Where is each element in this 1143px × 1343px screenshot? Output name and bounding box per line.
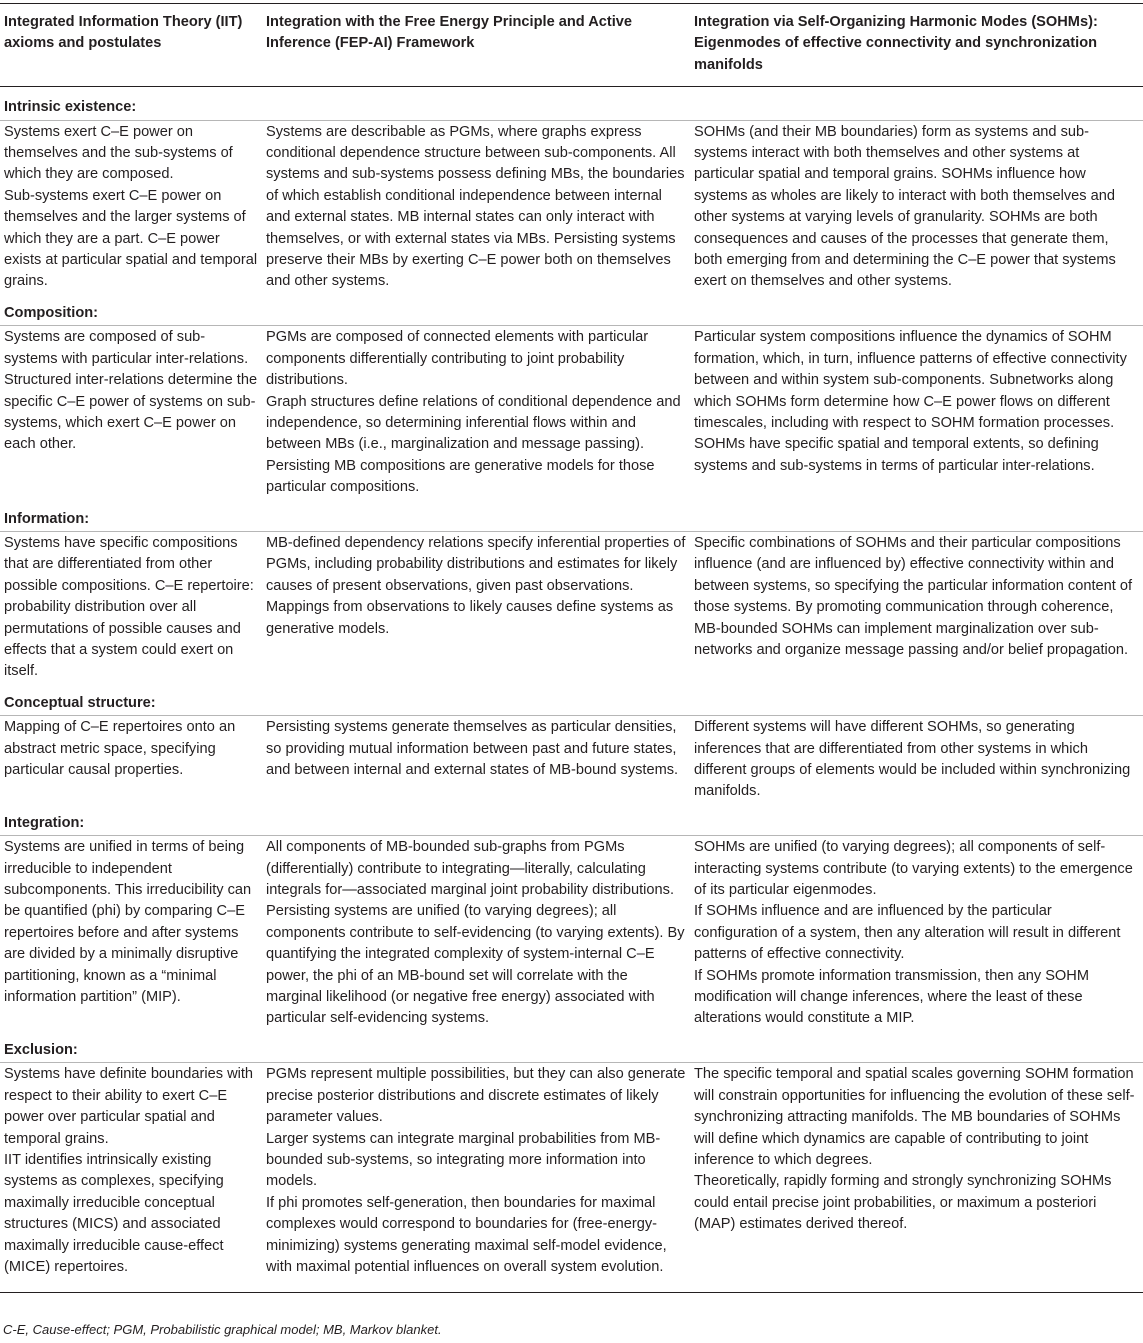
header-iit-axioms: Integrated Information Theory (IIT) axioms and postulates [0,4,262,87]
cell-paragraph: PGMs represent multiple possibilities, but they can also generate precise posterior distributions and discrete estimates of likely parameter values. [266,1066,686,1126]
cell-col2 [262,716,690,803]
cell-paragraph: Different systems will have different SOHMs, so generating inferences that are differentiated from other systems in which different groups of elements would be included within synchronizing manifolds. [694,719,1131,800]
cell-col1 [0,120,262,293]
cell-col2 [262,1063,690,1293]
cell-paragraph: Systems are unified in terms of being irreducible to independent subcomponents. This irreducibility can be quantified (phi) by comparing C–E repertoires before and after systems are divided by a minimally disruptive partitioning, known as a “minimal information partition” (MIP). [4,839,252,1006]
section-title: Intrinsic existence: [0,87,1143,120]
section-title: Conceptual structure: [0,683,1143,716]
cell-paragraph: All components of MB-bounded sub-graphs from PGMs (differentially) contribute to integrating—literally, calculating integrals for—associated marginal joint probability distributions. [266,839,675,899]
cell-col3 [690,531,1143,682]
section-heading-row [0,499,1143,532]
cell-paragraph: PGMs are composed of connected elements with particular components differentially contributing to joint probability distributions. [266,329,649,389]
cell-paragraph: If SOHMs promote information transmission, then any SOHM modification will change inferences, where the least of these alterations would constitute a MIP. [694,967,1089,1027]
cell-col1 [0,836,262,1030]
cell-paragraph: SOHMs are unified (to varying degrees); all components of self-interacting systems contribute (to varying extents) to the emergence of its particular eigenmodes. [694,839,1133,899]
comparison-table [0,3,1143,1293]
cell-paragraph: Mappings from observations to likely causes define systems as generative models. [266,599,674,637]
section-heading-row [0,1030,1143,1063]
cell-paragraph: Systems have definite boundaries with respect to their ability to exert C–E power over particular spatial and temporal grains. [4,1066,254,1147]
section-heading-row [0,683,1143,716]
cell-paragraph: Systems exert C–E power on themselves and the sub-systems of which they are composed. [4,123,233,183]
cell-col2 [262,836,690,1030]
header-fep-ai: Integration with the Free Energy Principle and Active Inference (FEP-AI) Framework [262,4,690,87]
table-row [0,716,1143,803]
cell-paragraph: Systems are composed of sub-systems with particular inter-relations. Structured inter-relations determine the specific C–E power of systems on sub-systems, which exert C–E power on each other. [4,329,258,453]
table-body [0,87,1143,1293]
cell-paragraph: Specific combinations of SOHMs and their particular compositions influence (and are influenced by) effective connectivity within and between systems, so specifying the particular information content of those systems. By promoting communication through coherence, MB-bounded SOHMs can implement marginalization over sub-networks and organize message passing and/or belief propagation. [694,534,1133,658]
cell-paragraph: If SOHMs influence and are influenced by the particular configuration of a system, then any alteration will result in different patterns of effective connectivity. [694,903,1121,963]
header-sohms: Integration via Self-Organizing Harmonic Modes (SOHMs): Eigenmodes of effective connectivity and synchronization manifolds [690,4,1143,87]
section-title: Information: [0,499,1143,532]
cell-paragraph: Persisting systems generate themselves as particular densities, so providing mutual information between past and future states, and between internal and external states of MB-bound systems. [266,719,679,778]
table-row [0,1063,1143,1293]
section-heading-row [0,293,1143,326]
cell-col3 [690,716,1143,803]
cell-col2 [262,531,690,682]
cell-col1 [0,531,262,682]
cell-col2 [262,326,690,499]
cell-paragraph: The specific temporal and spatial scales governing SOHM formation will constrain opportunities for influencing the evolution of these self-synchronizing attracting manifolds. The MB boundaries of SOHMs will define which dynamics are capable of contributing to joint inference to which degrees. [694,1066,1135,1168]
table-header-row [0,4,1143,87]
cell-paragraph: If phi promotes self-generation, then boundaries for maximal complexes would correspond to boundaries for (free-energy-minimizing) systems generating maximal self-model evidence, with maximal potential influences on overall system evolution. [266,1194,667,1275]
cell-col1 [0,326,262,499]
cell-paragraph: Larger systems can integrate marginal probabilities from MB-bounded sub-systems, so integrating more information into models. [266,1130,661,1190]
cell-paragraph: Systems are describable as PGMs, where graphs express conditional dependence structure between sub-components. All systems and sub-systems possess defining MBs, the boundaries of which establish conditional independence between internal and external states. MB internal states can only interact with themselves, or with external states via MBs. Persisting systems preserve their MBs by exerting C–E power both on themselves and other systems. [266,123,685,290]
cell-paragraph: IIT identifies intrinsically existing systems as complexes, specifying maximally irreducible conceptual structures (MICS) and associated maximally irreducible cause-effect (MICE) repertoires. [4,1151,224,1275]
table-row [0,120,1143,293]
table-footnote: C-E, Cause-effect; PGM, Probabilistic graphical model; MB, Markov blanket. [3,1322,442,1337]
cell-col3 [690,120,1143,293]
cell-paragraph: Persisting MB compositions are generative models for those particular compositions. [266,457,655,496]
table-row [0,326,1143,499]
cell-paragraph: Mapping of C–E repertoires onto an abstract metric space, specifying particular causal properties. [4,719,236,778]
cell-paragraph: Graph structures define relations of conditional dependence and independence, so determining inferential flows within and between MBs (i.e., marginalization and message passing). [266,393,681,453]
cell-col3 [690,326,1143,499]
cell-col1 [0,1063,262,1293]
cell-col1 [0,716,262,803]
cell-paragraph: Persisting systems are unified (to varying degrees); all components contribute to self-evidencing (to varying extents). By quantifying the integrated complexity of system-internal C–E power, the phi of an MB-bound set will correlate with the marginal likelihood (or negative free energy) associated with particular self-evidencing systems. [266,903,685,1027]
section-heading-row [0,87,1143,120]
section-title: Integration: [0,803,1143,836]
section-title: Exclusion: [0,1030,1143,1063]
cell-paragraph: Theoretically, rapidly forming and strongly synchronizing SOHMs could entail precise joint probabilities, or maximum a posteriori (MAP) estimates derived thereof. [694,1173,1112,1233]
table-row [0,531,1143,682]
cell-paragraph: SOHMs (and their MB boundaries) form as systems and sub-systems interact with both themselves and other systems at particular spatial and temporal grains. SOHMs influence how systems as wholes are likely to interact with both themselves and other systems at varying levels of granularity. SOHMs are both consequences and causes of the processes that generate them, both emerging from and determining the C–E power that systems exert on themselves and other systems. [694,123,1116,290]
cell-col2 [262,120,690,293]
table-row [0,836,1143,1030]
section-title: Composition: [0,293,1143,326]
cell-paragraph: Particular system compositions influence the dynamics of SOHM formation, which, in turn, influence patterns of effective connectivity between and within system sub-components. Subnetworks along which SOHMs form determine how C–E power flows on different timescales, including with respect to SOHM formation processes. SOHMs have specific spatial and temporal extents, so defining systems and sub-systems in terms of particular inter-relations. [694,329,1127,474]
cell-col3 [690,836,1143,1030]
cell-paragraph: Systems have specific compositions that are differentiated from other possible compositions. C–E repertoire: probability distribution over all permutations of possible causes and effects that a system could exert on itself. [4,534,254,680]
cell-paragraph: Sub-systems exert C–E power on themselves and the larger systems of which they are a part. C–E power exists at particular spatial and temporal grains. [4,187,258,290]
cell-paragraph: MB-defined dependency relations specify inferential properties of PGMs, including probability distributions and estimates for likely causes of present observations, given past observations. [266,534,686,594]
section-heading-row [0,803,1143,836]
cell-col3 [690,1063,1143,1293]
